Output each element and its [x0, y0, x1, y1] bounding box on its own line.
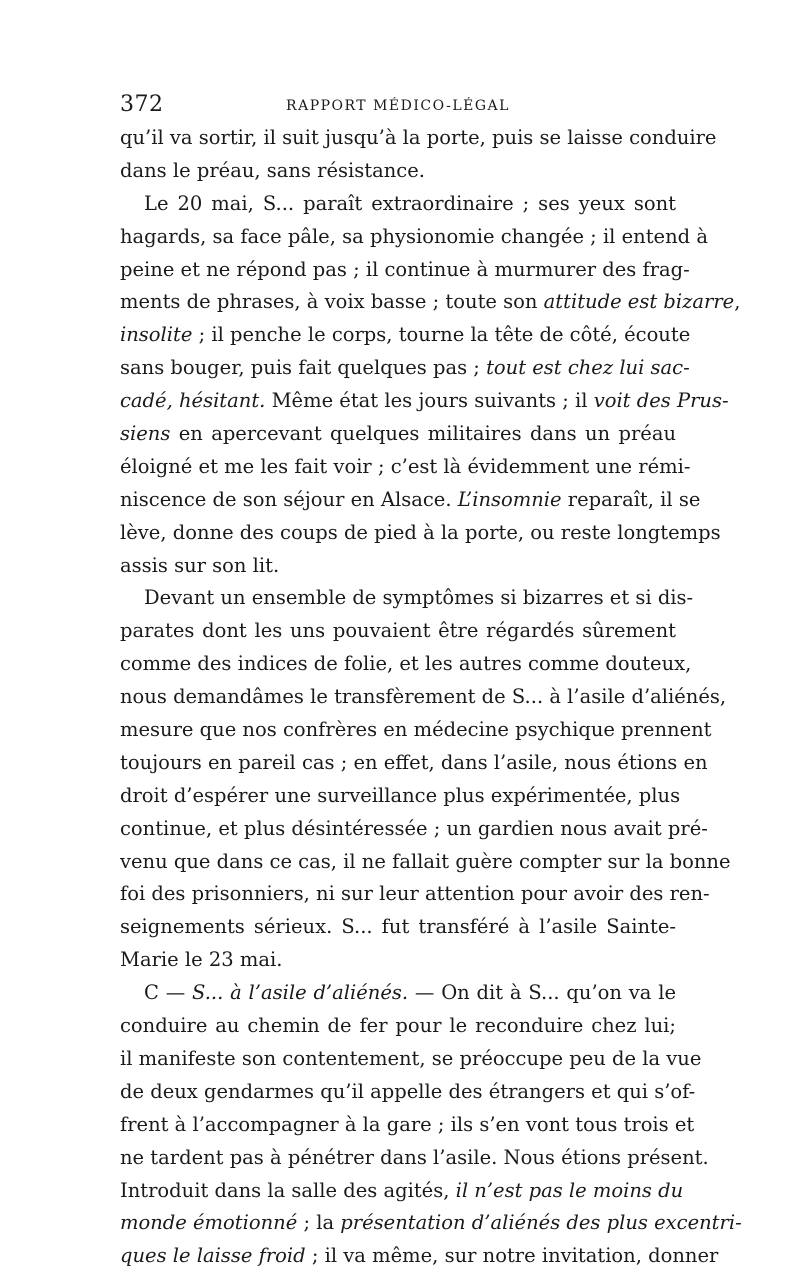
page-header	[120, 92, 676, 122]
text-line	[120, 747, 708, 780]
text-segment: niscence de son séjour en Alsace.	[120, 487, 458, 511]
text-line	[120, 418, 676, 451]
italic-text: présentation d’aliénés des plus excentri-	[340, 1211, 742, 1235]
text-segment: toujours en pareil cas ; en effet, dans l’asile, nous étions en	[120, 750, 708, 774]
text-segment: assis sur son lit.	[120, 553, 280, 577]
text-segment: ; il penche le corps, tourne la tête de côté, écoute	[192, 323, 691, 347]
text-line	[120, 550, 676, 583]
text-line	[120, 878, 710, 911]
text-line	[120, 648, 692, 681]
text-segment: de deux gendarmes qu’il appelle des étrangers et qui s’of-	[120, 1079, 696, 1103]
text-segment: ,	[734, 290, 741, 314]
text-line	[120, 155, 676, 188]
italic-text: tout est chez lui sac-	[486, 356, 690, 380]
text-line	[120, 582, 694, 615]
text-line	[120, 944, 676, 977]
text-line	[120, 1076, 696, 1109]
italic-text: S... à l’asile d’aliénés.	[192, 981, 409, 1005]
italic-text: L’insomnie	[457, 487, 562, 511]
page-number: 372	[120, 92, 164, 117]
text-segment: continue, et plus désintéressée ; un gardien nous avait pré-	[120, 816, 708, 840]
text-segment: Introduit dans la salle des agités,	[120, 1178, 456, 1202]
text-segment: droit d’espérer une surveillance plus expérimentée, plus	[120, 783, 681, 807]
text-segment: lève, donne des coups de pied à la porte, ou reste longtemps	[120, 520, 721, 544]
text-segment: seignements sérieux. S... fut transféré à l’asile Sainte-	[120, 915, 676, 939]
text-line	[120, 977, 676, 1010]
text-segment: C —	[144, 981, 193, 1005]
text-line	[120, 615, 676, 648]
italic-text: insolite	[120, 323, 193, 347]
italic-text: voit des Prus-	[593, 389, 729, 413]
text-line	[120, 385, 729, 418]
text-segment: foi des prisonniers, ni sur leur attention pour avoir des ren-	[120, 882, 710, 906]
text-segment: mesure que nos confrères en médecine psychique prennent	[120, 718, 712, 742]
text-line	[120, 1207, 742, 1240]
text-line	[120, 352, 690, 385]
text-segment: hagards, sa face pâle, sa physionomie changée ; il entend à	[120, 224, 708, 248]
text-segment: nous demandâmes le transfèrement de S... à l’asile d’aliénés,	[120, 685, 727, 709]
text-line	[120, 1175, 684, 1208]
text-segment: il manifeste son contentement, se préoccupe peu de la vue	[120, 1046, 702, 1070]
italic-text: cadé, hésitant.	[120, 389, 266, 413]
text-line	[120, 517, 721, 550]
text-segment: parates dont les uns pouvaient être régardés sûrement	[120, 619, 676, 643]
text-segment: dans le préau, sans résistance.	[120, 158, 425, 182]
text-line	[120, 1240, 719, 1273]
text-line	[120, 813, 708, 846]
italic-text: attitude est bizarre	[543, 290, 735, 314]
text-segment: reparaît, il se	[561, 487, 701, 511]
text-line	[120, 681, 727, 714]
italic-text: siens	[120, 422, 171, 446]
text-line	[120, 451, 691, 484]
text-line	[120, 319, 691, 352]
text-line	[120, 714, 712, 747]
text-segment: qu’il va sortir, il suit jusqu’à la porte, puis se laisse conduire	[120, 126, 717, 149]
text-segment: en apercevant quelques militaires dans un préau	[170, 422, 676, 446]
text-segment: Le 20 mai, S... paraît extraordinaire ; ses yeux sont	[144, 191, 676, 215]
text-segment: ; il va même, sur notre invitation, donner	[305, 1244, 719, 1268]
text-line	[120, 846, 731, 879]
text-segment: Marie le 23 mai.	[120, 948, 283, 972]
text-segment: ne tardent pas à pénétrer dans l’asile. Nous étions présent.	[120, 1145, 709, 1169]
text-line	[120, 188, 676, 221]
italic-text: il n’est pas le moins du	[455, 1178, 684, 1202]
italic-text: ques le laisse froid	[120, 1244, 306, 1268]
body-text	[120, 122, 742, 1273]
text-segment: sans bouger, puis fait quelques pas ;	[120, 356, 487, 380]
text-segment: Devant un ensemble de symptômes si bizarres et si dis-	[144, 586, 694, 610]
text-line	[120, 254, 690, 287]
running-head: RAPPORT MÉDICO-LÉGAL	[286, 98, 510, 114]
italic-text: monde émotionné	[120, 1211, 298, 1235]
text-segment: venu que dans ce cas, il ne fallait guère compter sur la bonne	[120, 849, 731, 873]
text-segment: peine et ne répond pas ; il continue à murmurer des frag-	[120, 257, 690, 281]
text-segment: ; la	[297, 1211, 341, 1235]
text-line	[120, 1142, 709, 1175]
text-segment: — On dit à S... qu’on va le	[408, 981, 677, 1005]
text-segment: conduire au chemin de fer pour le reconduire chez lui;	[120, 1014, 676, 1038]
text-line	[120, 911, 676, 944]
text-segment: éloigné et me les fait voir ; c’est là évidemment une rémi-	[120, 454, 691, 478]
text-line	[120, 221, 708, 254]
text-line	[120, 1010, 676, 1043]
text-segment: ments de phrases, à voix basse ; toute son	[120, 290, 544, 314]
text-segment: comme des indices de folie, et les autres comme douteux,	[120, 652, 692, 676]
text-segment: Même état les jours suivants ; il	[265, 389, 594, 413]
text-line	[120, 122, 717, 155]
text-line	[120, 286, 741, 319]
text-line	[120, 484, 701, 517]
text-line	[120, 1109, 695, 1142]
text-line	[120, 780, 681, 813]
text-segment: frent à l’accompagner à la gare ; ils s’en vont tous trois et	[120, 1112, 695, 1136]
text-line	[120, 1043, 702, 1076]
